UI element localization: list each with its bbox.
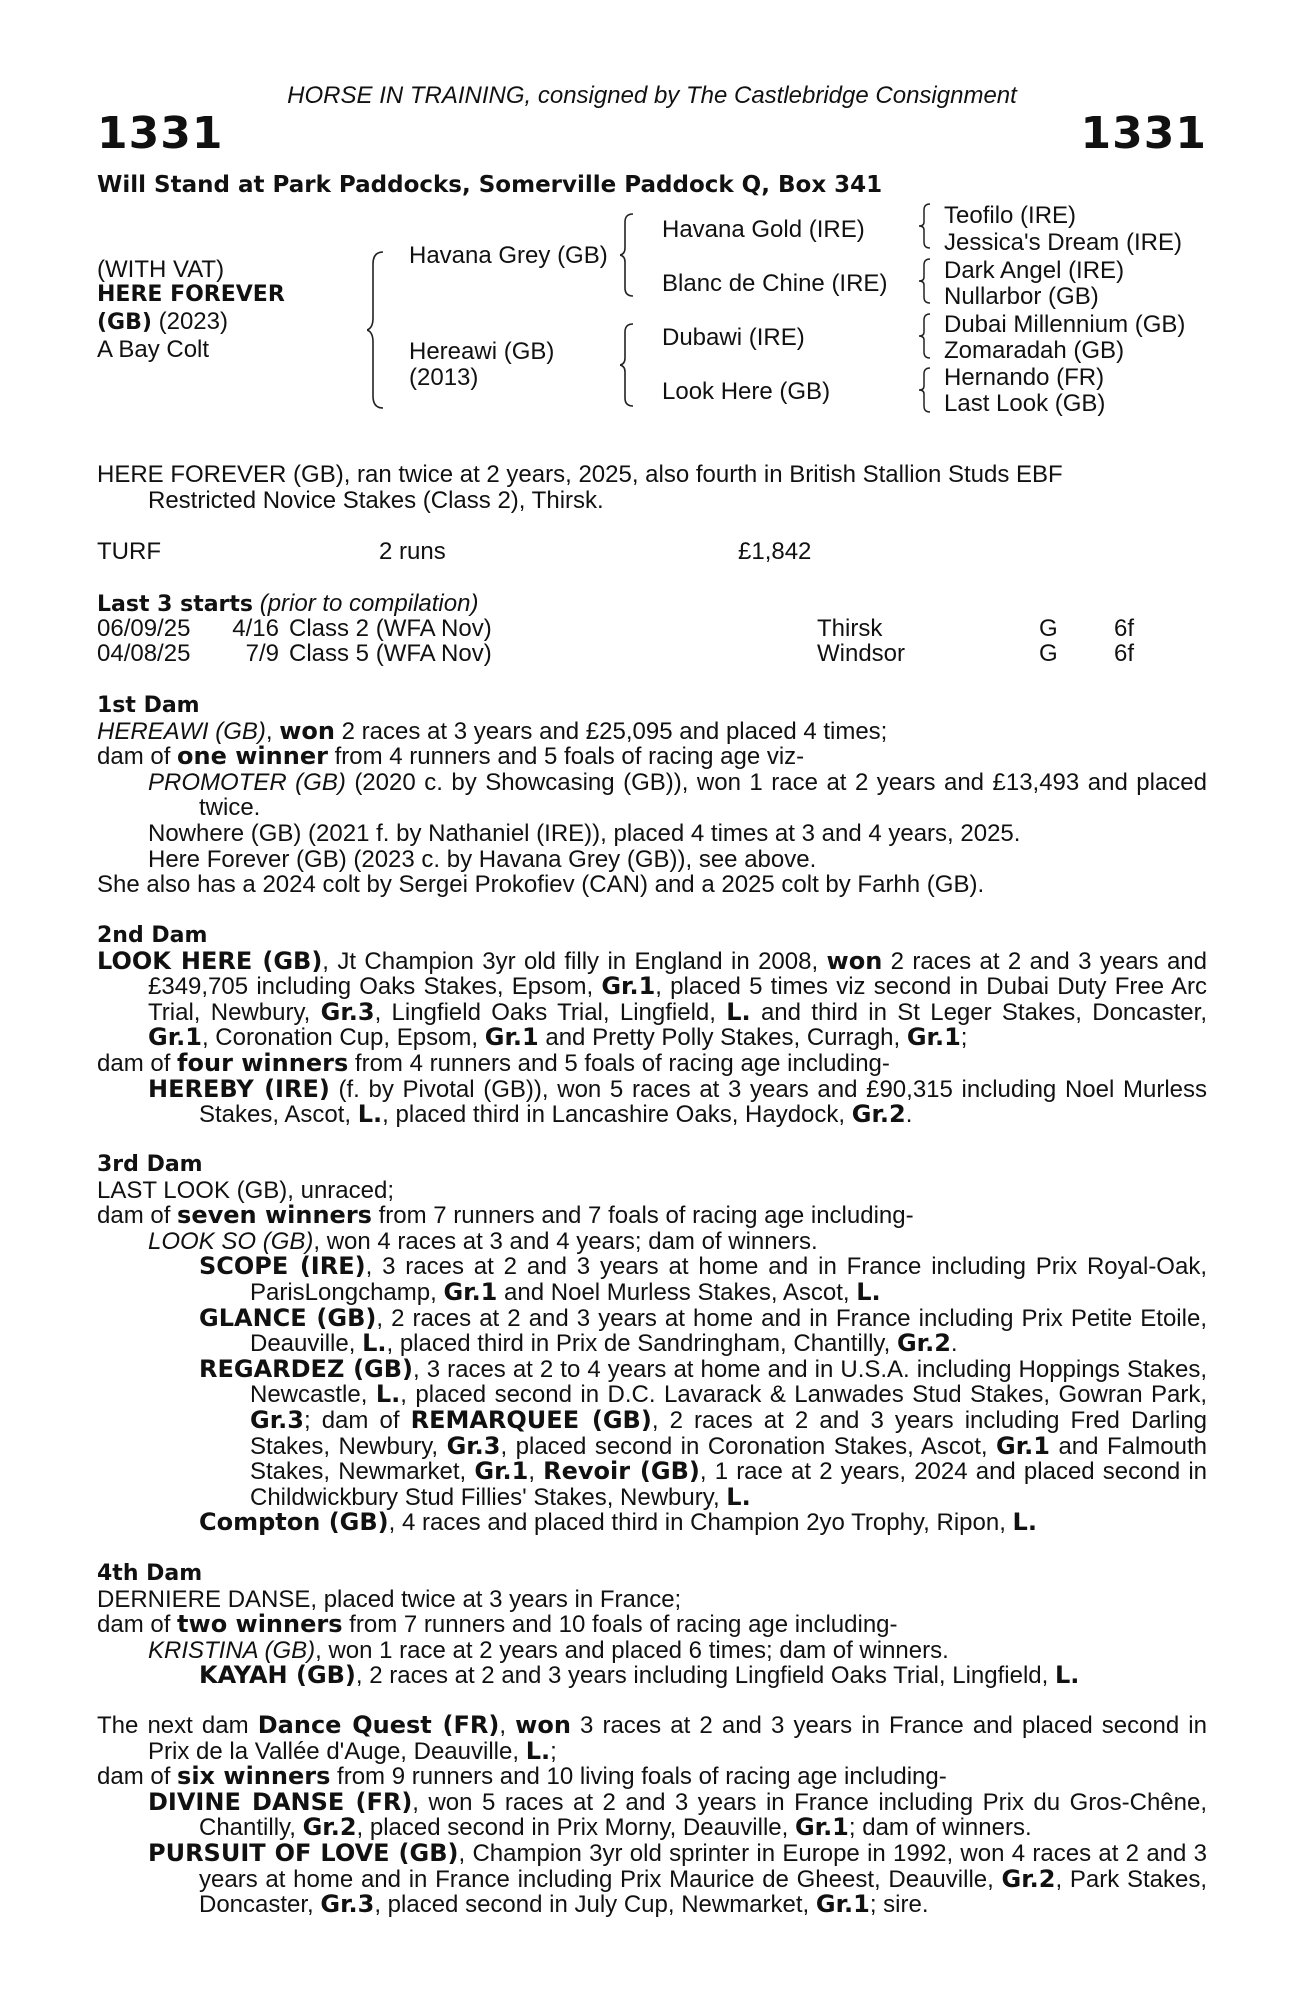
vat-label: (WITH VAT) [97,256,225,283]
third-dam-name: LAST LOOK (GB), unraced; [97,1176,395,1204]
progeny-name: KRISTINA (GB) [148,1636,316,1664]
next-dam-section: The next dam Dance Quest (FR), won 3 races at 2 and 3 years in France and placed second in Prix de la Vallée d'Auge, Deauville, L.; dam of six winners from 9 runners and 10 living foals of racing age including- DIVINE DANSE (FR), won 5 races at 2 and 3 years in France including Prix du Gros-Chêne, Chantilly, Gr.2, placed second in Prix Morny, Deauville, Gr.1; dam of winners. PURSUIT OF LOVE (GB), Champion 3yr old sprinter in Europe in 1992, won 4 races at 2 and 3 years at home and in France including Prix Maurice de Gheest, Deauville, Gr.2, Park Stakes, Doncaster, Gr.3, placed second in July Cup, Newmarket, Gr.1; sire. [97,1711,1207,1919]
second-dam-heading: 2nd Dam [97,923,208,948]
second-dam-section: 2nd Dam LOOK HERE (GB), Jt Champion 3yr old filly in England in 2008, won 2 races at 2 and 3 years and £349,705 including Oaks Stakes, Epsom, Gr.1, placed 5 times viz second in Dubai Duty Free Arc Trial, Newbury, Gr.3, Lingfield Oaks Trial, Lingfield, L. and third in St Leger Stakes, Doncaster, Gr.1, Coronation Cup, Epsom, Gr.1 and Pretty Polly Stakes, Curragh, Gr.1; dam of four winners from 4 runners and 5 foals of racing age including- HEREBY (IRE) (f. by Pivotal (GB)), won 5 races at 3 years and £90,315 including Noel Murless Stakes, Ascot, L., placed third in Lancashire Oaks, Haydock, Gr.2. [97,923,1207,1129]
record-runs: 2 runs [379,538,446,565]
third-dam-section: 3rd Dam LAST LOOK (GB), unraced; dam of seven winners from 7 runners and 7 foals of racing age including- LOOK SO (GB), won 4 races at 3 and 4 years; dam of winners. SCOPE (IRE), 3 races at 2 and 3 years at home and in France including Prix Royal-Oak, ParisLongchamp, Gr.1 and Noel Murless Stakes, Ascot, L. GLANCE (GB), 2 races at 2 and 3 years at home and in France including Prix Petite Etoile, Deauville, L., placed third in Prix de Sandringham, Chantilly, Gr.2. REGARDEZ (GB), 3 races at 2 to 4 years at home and in U.S.A. including Hoppings Stakes, Newcastle, L., placed second in D.C. Lavarack & Lanwades Stud Stakes, Gowran Park, Gr.3; dam of REMARQUEE (GB), 2 races at 2 and 3 years including Fred Darling Stakes, Newbury, Gr.3, placed second in Coronation Stakes, Ascot, Gr.1 and Falmouth Stakes, Newmarket, Gr.1, Revoir (GB), 1 race at 2 years, 2024 and placed second in Childwickbury Stud Fillies' Stakes, Newbury, L. Compton (GB), 4 races and placed third in Champion 2yo Trophy, Ripon, L. [97,1152,1208,1537]
third-dam-heading: 3rd Dam [97,1152,203,1177]
horse-suffix: (GB) [97,310,152,335]
first-dam-name: HEREAWI (GB) [97,717,266,745]
also-has-line: She also has a 2024 colt by Sergei Prokofiev (CAN) and a 2025 colt by Farhh (GB). [97,871,985,899]
last-starts-heading [97,590,478,618]
start-race: Class 5 (WFA Nov) [289,640,492,667]
start-date: 04/08/25 [97,640,191,667]
pedigree-gen3-6: Zomaradah (GB) [944,337,1125,364]
pedigree-brace-dam [620,322,636,408]
lot-number-right: 1331 [1080,108,1207,159]
progeny-name: Compton (GB) [199,1508,389,1537]
pedigree-gen3-3: Dark Angel (IRE) [944,257,1125,284]
pedigree-sire-sire: Havana Gold (IRE) [662,216,865,243]
pedigree-brace-4 [919,366,933,414]
horse-name: HERE FOREVER [97,282,285,307]
summary-line-2: Restricted Novice Stakes (Class 2), Thirsk. [148,486,604,514]
pedigree-dam-dam: Look Here (GB) [662,378,831,405]
fourth-dam-heading: 4th Dam [97,1561,203,1586]
pedigree-brace-sire [620,212,636,298]
winners-count: seven winners [177,1201,372,1230]
race-summary [97,462,1207,513]
progeny-name: HEREBY (IRE) [148,1074,330,1103]
horse-suffix-year [97,308,228,336]
start-distance: 6f [1114,615,1135,642]
pedigree-gen3-2: Jessica's Dream (IRE) [944,229,1182,256]
progeny-line: Here Forever (GB) (2023 c. by Havana Grey (GB)), see above. [148,845,817,873]
winners-count: two winners [177,1610,343,1639]
last-starts-note: (prior to compilation) [259,590,479,617]
winners-count: four winners [177,1048,349,1077]
start-position: 4/16 [232,615,279,642]
fourth-dam-section: 4th Dam DERNIERE DANSE, placed twice at 3 years in France; dam of two winners from 7 runners and 10 foals of racing age including- KRISTINA (GB), won 1 race at 2 years and placed 6 times; dam of winners. KAYAH (GB), 2 races at 2 and 3 years including Lingfield Oaks Trial, Lingfield, L. [97,1561,1207,1689]
won-label: won [279,716,335,745]
progeny-name: DIVINE DANSE (FR) [148,1787,413,1816]
progeny-name: SCOPE (IRE) [199,1252,366,1281]
pedigree-sire: Havana Grey (GB) [409,242,608,269]
winners-count: one winner [177,742,328,771]
progeny-name: Revoir (GB) [543,1457,700,1486]
pedigree-gen3-1: Teofilo (IRE) [944,202,1077,229]
progeny-name: REGARDEZ (GB) [199,1354,414,1383]
pedigree-brace-1 [919,202,933,250]
pedigree-gen3-7: Hernando (FR) [944,364,1105,391]
page-header: HORSE IN TRAINING, consigned by The Castlebridge Consignment [287,82,1017,109]
lot-number-left: 1331 [97,108,224,159]
fourth-dam-name: DERNIERE DANSE, placed twice at 3 years in France; [97,1585,682,1613]
progeny-name: GLANCE (GB) [199,1303,377,1332]
progeny-name: KAYAH (GB) [199,1661,356,1690]
start-going: G [1039,615,1058,642]
pedigree-gen3-8: Last Look (GB) [944,390,1106,417]
winners-count: six winners [177,1762,331,1791]
start-going: G [1039,640,1058,667]
pedigree-dam-year: (2013) [409,364,479,391]
start-date: 06/09/25 [97,615,191,642]
pedigree-brace-3 [919,312,933,360]
progeny-name: REMARQUEE (GB) [410,1405,652,1434]
horse-year: (2023) [158,308,228,335]
pedigree-gen3-4: Nullarbor (GB) [944,283,1099,310]
first-dam-heading: 1st Dam [97,693,200,718]
summary-line-1: HERE FOREVER (GB), ran twice at 2 years, 2025, also fourth in British Stallion Studs EBF [97,461,1063,488]
start-course: Windsor [817,640,906,667]
progeny-name: PROMOTER (GB) [148,768,346,796]
record-surface: TURF [97,538,161,565]
stand-location: Will Stand at Park Paddocks, Somerville Paddock Q, Box 341 [97,172,883,198]
second-dam-name: LOOK HERE (GB) [97,946,323,975]
progeny-name: LOOK SO (GB) [148,1227,314,1255]
pedigree-brace-2 [919,257,933,305]
progeny-name: PURSUIT OF LOVE (GB) [148,1838,459,1867]
next-dam-name: Dance Quest (FR) [257,1711,500,1739]
start-position: 7/9 [245,640,279,667]
progeny-line: Nowhere (GB) (2021 f. by Nathaniel (IRE)), placed 4 times at 3 and 4 years, 2025. [148,819,1021,847]
pedigree-dam: Hereawi (GB) [409,338,555,365]
record-earnings: £1,842 [738,538,812,565]
start-distance: 6f [1114,640,1135,667]
pedigree-brace-main [367,250,387,410]
horse-description: A Bay Colt [97,336,210,363]
start-course: Thirsk [817,615,883,642]
start-race: Class 2 (WFA Nov) [289,615,492,642]
last-starts-title: Last 3 starts [97,592,254,617]
pedigree-sire-dam: Blanc de Chine (IRE) [662,270,888,297]
pedigree-dam-sire: Dubawi (IRE) [662,324,805,351]
first-dam-section: 1st Dam HEREAWI (GB), won 2 races at 3 years and £25,095 and placed 4 times; dam of one winner from 4 runners and 5 foals of racing age viz- PROMOTER (GB) (2020 c. by Showcasing (GB)), won 1 race at 2 years and £13,493 and placed twice. Nowhere (GB) (2021 f. by Nathaniel (IRE)), placed 4 times at 3 and 4 years, 2025. Here Forever (GB) (2023 c. by Havana Grey (GB)), see above. She also has a 2024 colt by Sergei Prokofiev (CAN) and a 2025 colt by Farhh (GB). [97,693,1208,899]
pedigree-gen3-5: Dubai Millennium (GB) [944,311,1186,338]
